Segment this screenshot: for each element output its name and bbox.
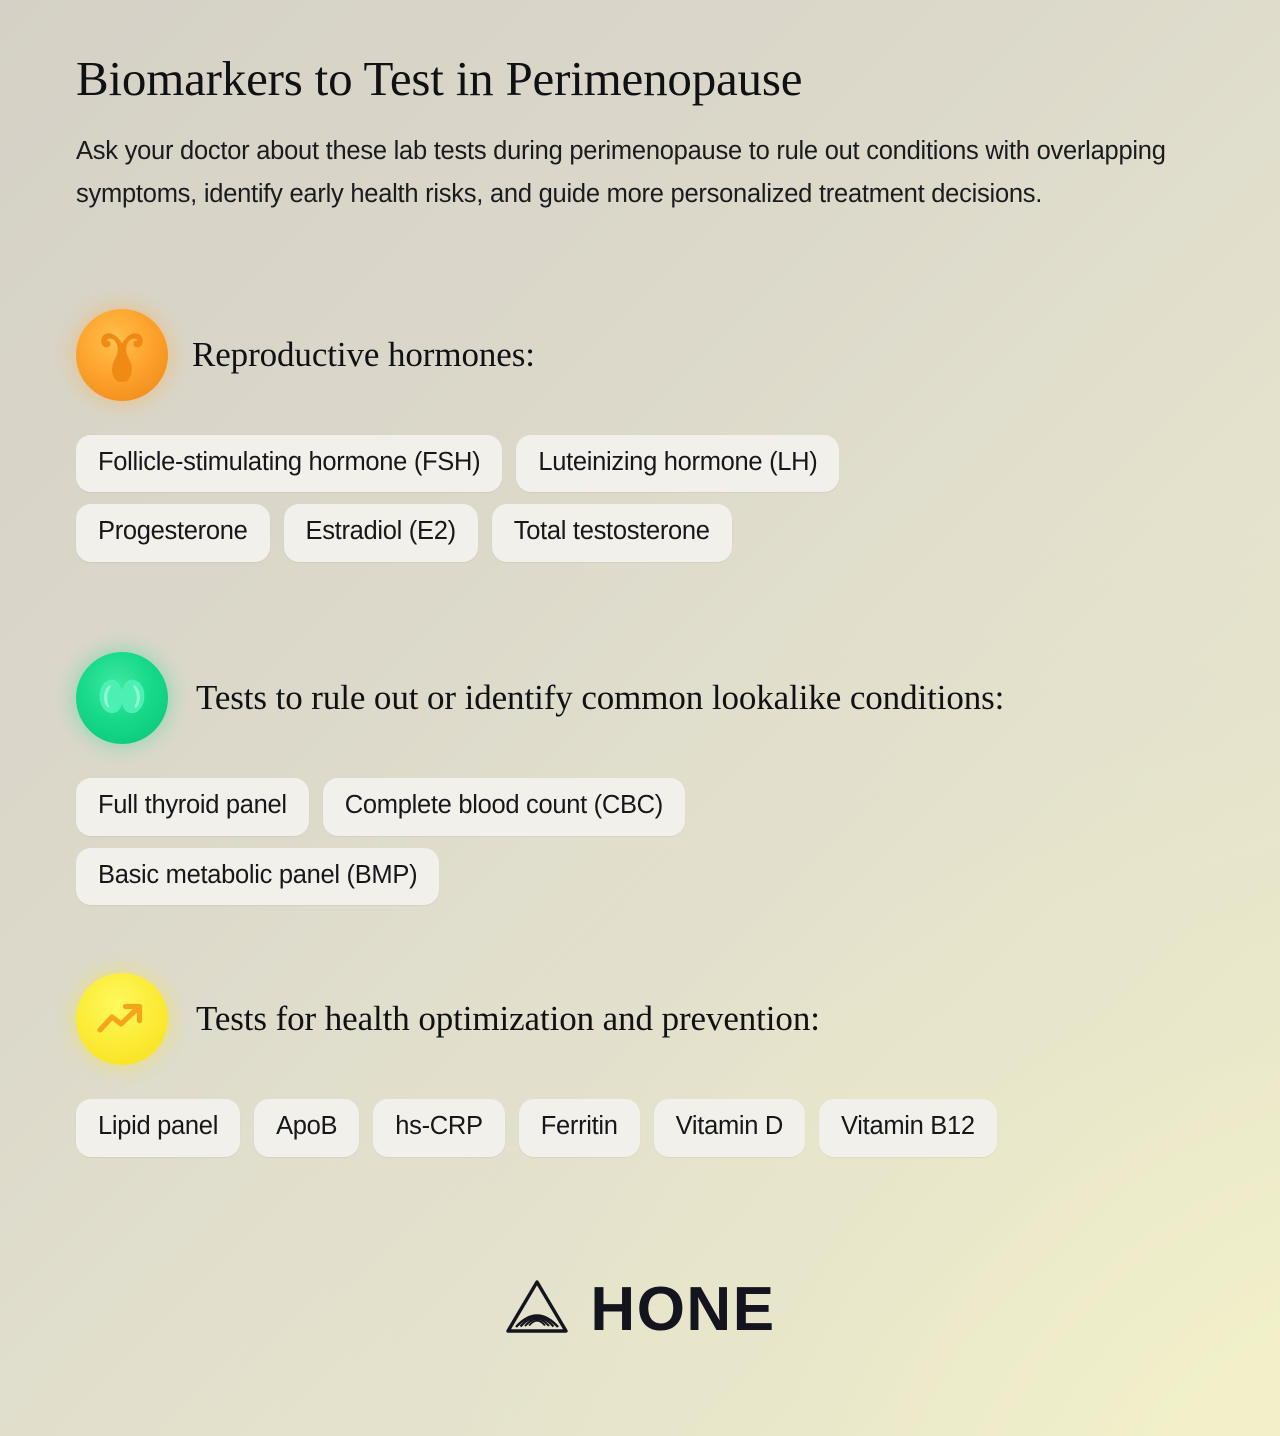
biomarker-pill[interactable]: hs-CRP — [373, 1099, 504, 1157]
biomarker-pill[interactable]: Complete blood count (CBC) — [323, 778, 685, 836]
biomarker-pill[interactable]: Follicle-stimulating hormone (FSH) — [76, 435, 502, 493]
biomarker-pill[interactable]: ApoB — [254, 1099, 359, 1157]
biomarker-pill[interactable]: Lipid panel — [76, 1099, 240, 1157]
biomarker-pill[interactable]: Vitamin B12 — [819, 1099, 997, 1157]
section-title: Tests to rule out or identify common lookalike conditions: — [196, 677, 1005, 717]
pill-row — [76, 848, 1204, 906]
pill-group — [76, 1099, 1204, 1157]
biomarker-pill[interactable]: Total testosterone — [492, 504, 732, 562]
section-reproductive-hormones — [76, 309, 1204, 562]
thyroid-icon — [76, 652, 168, 744]
biomarker-pill[interactable]: Full thyroid panel — [76, 778, 309, 836]
hone-triangle-logo-icon — [504, 1278, 570, 1341]
pill-group — [76, 778, 1204, 905]
section-title: Tests for health optimization and prevention: — [196, 999, 820, 1039]
section-header — [76, 309, 1204, 401]
section-title: Reproductive hormones: — [192, 334, 535, 374]
biomarker-pill[interactable]: Progesterone — [76, 504, 270, 562]
biomarker-pill[interactable]: Ferritin — [519, 1099, 640, 1157]
biomarker-pill[interactable]: Estradiol (E2) — [284, 504, 478, 562]
pill-row — [76, 435, 1204, 493]
biomarker-pill[interactable]: Basic metabolic panel (BMP) — [76, 848, 439, 906]
brand-name: HONE — [590, 1274, 776, 1344]
pill-row — [76, 1099, 1204, 1157]
biomarker-pill[interactable]: Luteinizing hormone (LH) — [516, 435, 839, 493]
brand-footer — [0, 1274, 1280, 1344]
pill-group — [76, 435, 1204, 562]
pill-row — [76, 504, 1204, 562]
page-subtitle: Ask your doctor about these lab tests during perimenopause to rule out conditions with overlapping symptoms, identify early health risks, and guide more personalized treatment decisions. — [76, 136, 1166, 209]
pill-row — [76, 778, 1204, 836]
uterus-icon — [76, 309, 168, 401]
section-header — [76, 652, 1204, 744]
section-header — [76, 973, 1204, 1065]
page-title: Biomarkers to Test in Perimenopause — [76, 51, 803, 106]
biomarker-pill[interactable]: Vitamin D — [654, 1099, 805, 1157]
section-health-optimization — [76, 973, 1204, 1157]
trending-up-icon — [76, 973, 168, 1065]
section-lookalike-conditions — [76, 652, 1204, 905]
